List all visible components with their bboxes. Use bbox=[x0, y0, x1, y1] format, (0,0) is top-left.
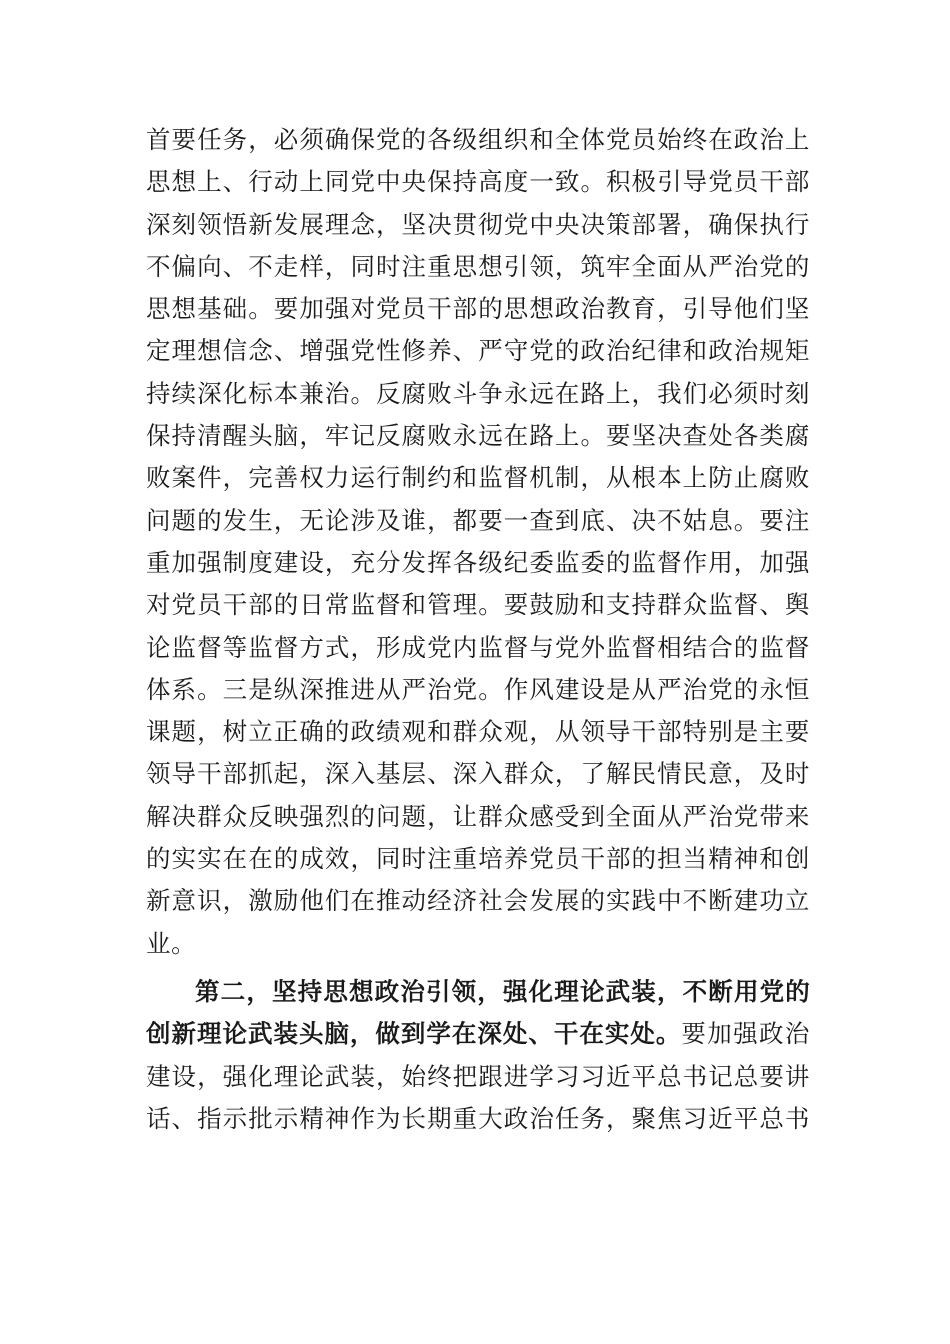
text-line: 定理想信念、增强党性修养、严守党的政治纪律和政治规矩 bbox=[146, 336, 810, 366]
text-line: 重加强制度建设，充分发挥各级纪委监委的监督作用，加强 bbox=[146, 547, 810, 577]
text-line: 体系。三是纵深推进从严治党。作风建设是从严治党的永恒 bbox=[146, 674, 810, 704]
text-line: 保持清醒头脑，牢记反腐败永远在路上。要坚决查处各类腐 bbox=[146, 421, 810, 451]
paragraph-second bbox=[146, 971, 810, 1140]
mixed-line bbox=[146, 1013, 810, 1055]
text-line: 首要任务，必须确保党的各级组织和全体党员始终在政治上 bbox=[146, 125, 810, 154]
paragraph-continued bbox=[146, 119, 810, 965]
text-line: 问题的发生，无论涉及谁，都要一查到底、决不姑息。要注 bbox=[146, 505, 810, 535]
section-heading-line: 第二，坚持思想政治引领，强化理论武装，不断用党的 bbox=[195, 976, 810, 1006]
text-line: 思想上、行动上同党中央保持高度一致。积极引导党员干部 bbox=[146, 167, 810, 197]
text-line: 败案件，完善权力运行制约和监督机制，从根本上防止腐败 bbox=[146, 463, 810, 493]
text-line: 对党员干部的日常监督和管理。要鼓励和支持群众监督、舆 bbox=[146, 590, 810, 620]
text-line: 的实实在在的成效，同时注重培养党员干部的担当精神和创 bbox=[146, 844, 810, 874]
text-line: 思想基础。要加强对党员干部的思想政治教育，引导他们坚 bbox=[146, 294, 810, 324]
text-line: 领导干部抓起，深入基层、深入群众，了解民情民意，及时 bbox=[146, 759, 810, 789]
document-body bbox=[146, 119, 810, 1140]
text-line: 不偏向、不走样，同时注重思想引领，筑牢全面从严治党的 bbox=[146, 251, 810, 281]
text-line: 业。 bbox=[146, 928, 197, 958]
text-line: 话、指示批示精神作为长期重大政治任务，聚焦习近平总书 bbox=[146, 1103, 810, 1133]
text-line: 深刻领悟新发展理念，坚决贯彻党中央决策部署，确保执行 bbox=[146, 209, 810, 239]
text-line: 课题，树立正确的政绩观和群众观，从领导干部特别是主要 bbox=[146, 717, 810, 747]
text-line: 持续深化标本兼治。反腐败斗争永远在路上，我们必须时刻 bbox=[146, 378, 810, 408]
text-line: 论监督等监督方式，形成党内监督与党外监督相结合的监督 bbox=[146, 632, 810, 662]
text-line: 新意识，激励他们在推动经济社会发展的实践中不断建功立 bbox=[146, 886, 810, 916]
text-line: 解决群众反映强烈的问题，让群众感受到全面从严治党带来 bbox=[146, 801, 810, 831]
section-heading-tail: 创新理论武装头脑，做到学在深处、干在实处。 bbox=[146, 1019, 682, 1049]
text-line: 建设，强化理论武装，始终把跟进学习习近平总书记总要讲 bbox=[146, 1061, 810, 1091]
body-text-start: 要加强政治 bbox=[681, 1019, 810, 1049]
